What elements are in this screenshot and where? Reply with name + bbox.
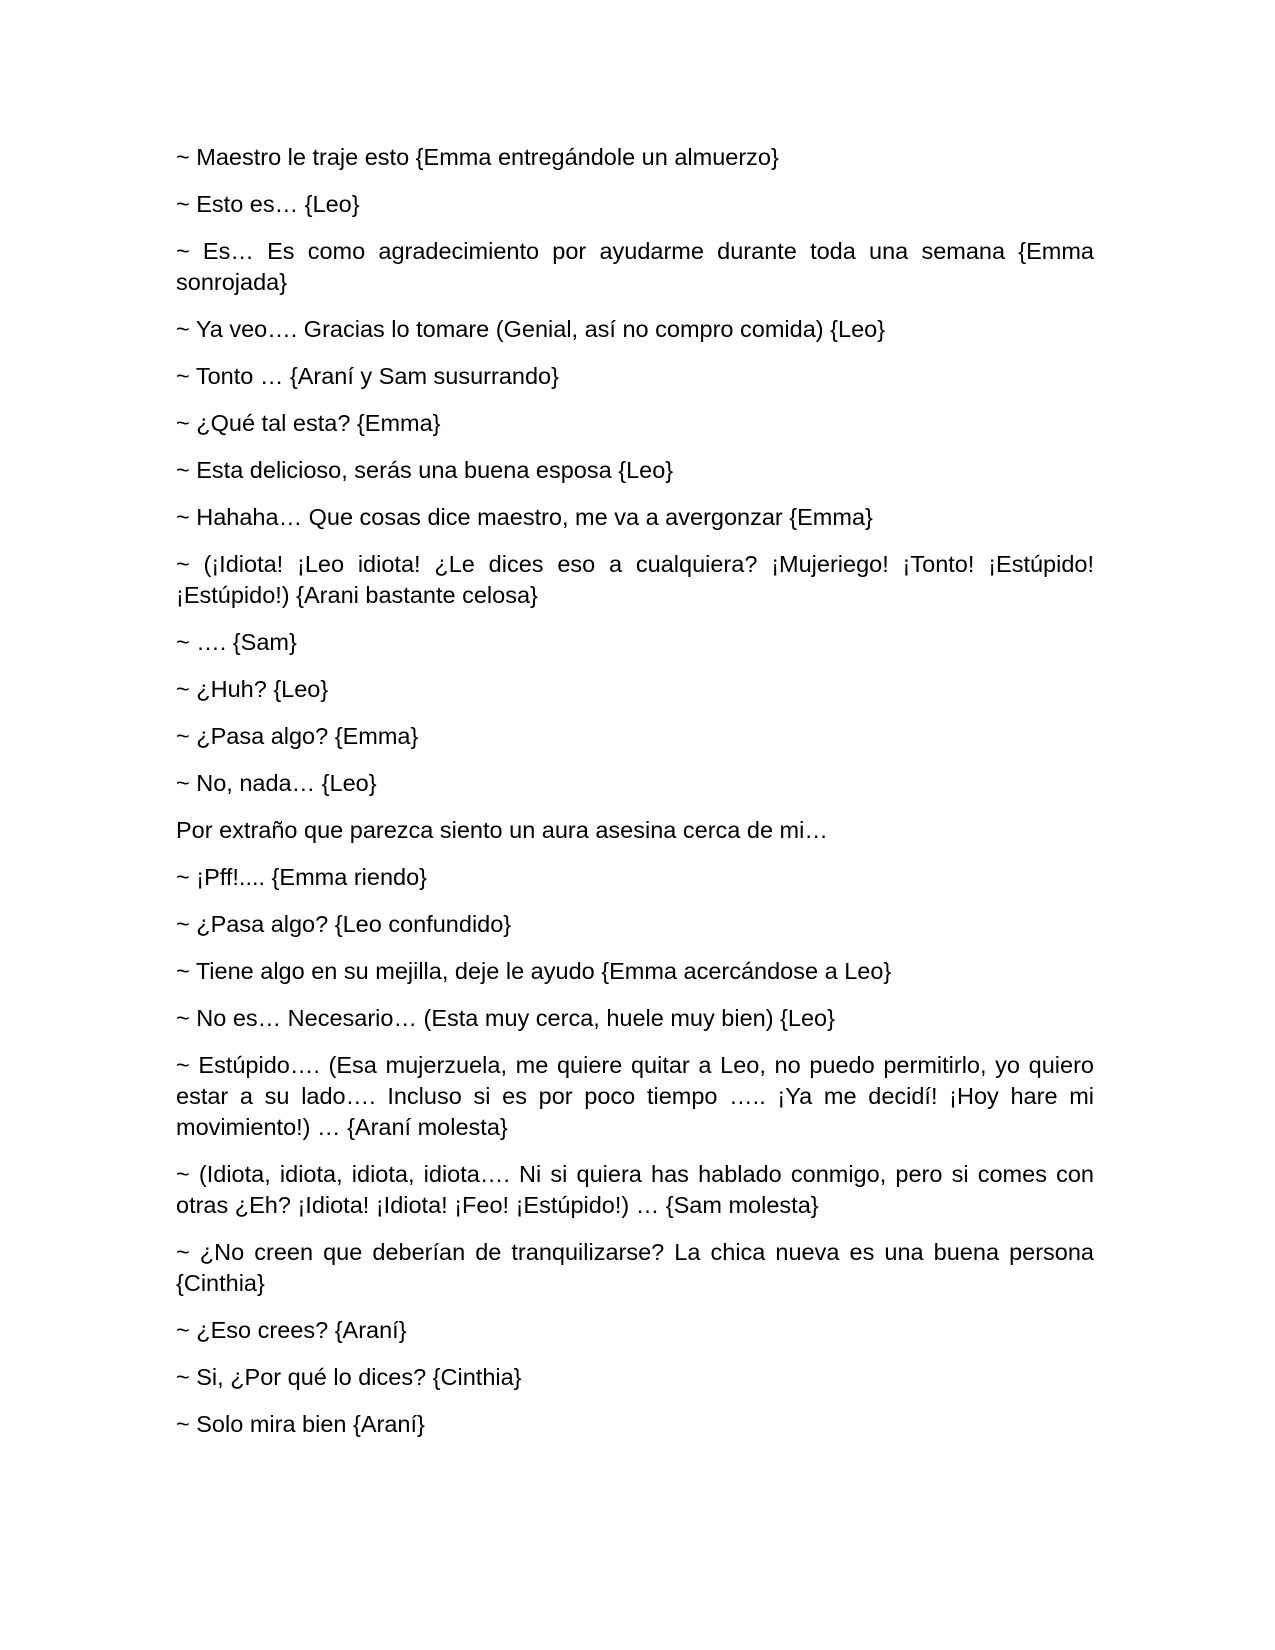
dialogue-line: ~ ¿Huh? {Leo} (176, 676, 329, 702)
dialogue-line: ~ ¡Pff!.... {Emma riendo} (176, 864, 428, 890)
dialogue-line: ~ Tonto … {Araní y Sam susurrando} (176, 363, 559, 389)
narration-line: Por extraño que parezca siento un aura asesina cerca de mi… (176, 817, 828, 843)
dialogue-line: ~ No es… Necesario… (Esta muy cerca, huele muy bien) {Leo} (176, 1005, 835, 1031)
dialogue-line: ~ ¿No creen que deberían de tranquilizarse? La chica nueva es una buena persona {Cinthia} (176, 1239, 1094, 1296)
dialogue-line: ~ Tiene algo en su mejilla, deje le ayudo {Emma acercándose a Leo} (176, 958, 892, 984)
dialogue-line: ~ ¿Eso crees? {Araní} (176, 1317, 407, 1343)
dialogue-line: ~ Solo mira bien {Araní} (176, 1411, 425, 1437)
dialogue-line: ~ (Idiota, idiota, idiota, idiota…. Ni si quiera has hablado conmigo, pero si comes con otras ¿Eh? ¡Idiota! ¡Idiota! ¡Feo! ¡Estúpido!) … {Sam molesta} (176, 1161, 1094, 1218)
document-page (176, 142, 1094, 1456)
dialogue-line: ~ Esto es… {Leo} (176, 191, 360, 217)
dialogue-line: ~ ¿Pasa algo? {Leo confundido} (176, 911, 512, 937)
dialogue-line: ~ (¡Idiota! ¡Leo idiota! ¿Le dices eso a cualquiera? ¡Mujeriego! ¡Tonto! ¡Estúpido! ¡Estúpido!) {Arani bastante celosa} (176, 551, 1094, 608)
dialogue-line: ~ Es… Es como agradecimiento por ayudarme durante toda una semana {Emma sonrojada} (176, 238, 1094, 295)
dialogue-line: ~ ¿Pasa algo? {Emma} (176, 723, 419, 749)
dialogue-line: ~ Ya veo…. Gracias lo tomare (Genial, así no compro comida) {Leo} (176, 316, 886, 342)
dialogue-line: ~ Hahaha… Que cosas dice maestro, me va a avergonzar {Emma} (176, 504, 873, 530)
dialogue-line: ~ ¿Qué tal esta? {Emma} (176, 410, 441, 436)
dialogue-line: ~ Estúpido…. (Esa mujerzuela, me quiere quitar a Leo, no puedo permitirlo, yo quiero estar a su lado…. Incluso si es por poco tiempo ….. ¡Ya me decidí! ¡Hoy hare mi movimiento!) … {Araní molesta} (176, 1052, 1094, 1140)
dialogue-line: ~ …. {Sam} (176, 629, 297, 655)
dialogue-line: ~ Si, ¿Por qué lo dices? {Cinthia} (176, 1364, 522, 1390)
dialogue-line: ~ Esta delicioso, serás una buena esposa {Leo} (176, 457, 674, 483)
dialogue-line: ~ No, nada… {Leo} (176, 770, 377, 796)
dialogue-line: ~ Maestro le traje esto {Emma entregándole un almuerzo} (176, 144, 779, 170)
